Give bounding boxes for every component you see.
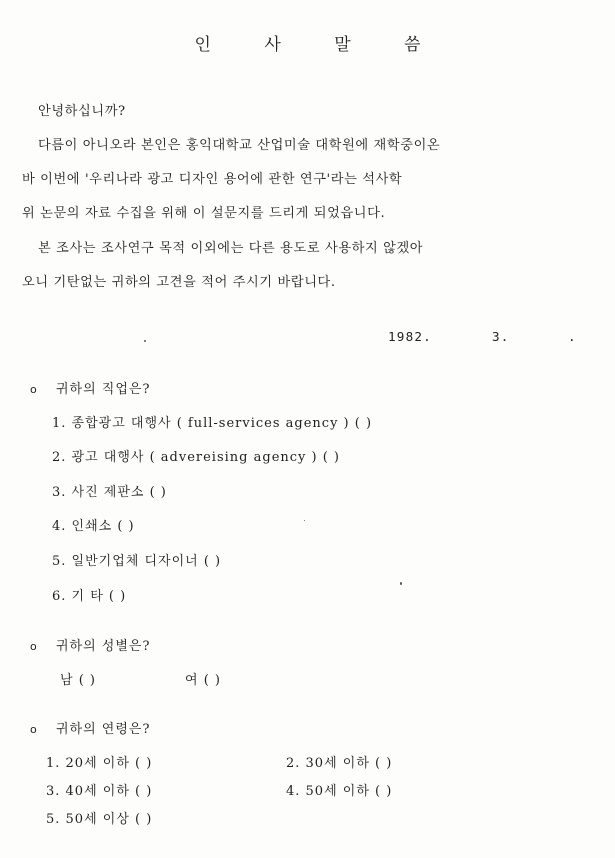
occupation-question-text: 귀하의 직업은? [56, 382, 151, 397]
occupation-option-2[interactable]: 2. 광고 대행사 ( advereising agency ) ( ) [52, 450, 341, 465]
body-line-3: 위 논문의 자료 수집을 위해 이 설문지를 드리게 되었읍니다. [22, 206, 386, 221]
body-line-4: 본 조사는 조사연구 목적 이외에는 다른 용도로 사용하지 않겠아 [38, 241, 424, 256]
age-question [30, 718, 150, 737]
age-option-2[interactable]: 2. 30세 이하 ( ) [286, 756, 393, 771]
gender-option-male[interactable]: 남 ( ) [60, 673, 96, 688]
question-bullet: o [30, 723, 38, 736]
age-option-1[interactable]: 1. 20세 이하 ( ) [46, 756, 153, 771]
question-bullet: o [30, 383, 38, 396]
occupation-option-1[interactable]: 1. 종합광고 대행사 ( full-services agency ) ( ) [52, 416, 373, 431]
gender-option-female[interactable]: 여 ( ) [185, 673, 221, 688]
occupation-option-3[interactable]: 3. 사진 제판소 ( ) [52, 485, 167, 500]
date-month: 3. [492, 329, 510, 344]
body-line-2: 바 이번에 '우리나라 광고 디자인 용어에 관한 연구'라는 석사학 [22, 172, 403, 187]
scan-speck [144, 340, 146, 342]
question-bullet: o [30, 640, 38, 653]
body-line-1: 다름이 아니오라 본인은 홍익대학교 산업미술 대학원에 재학중이온 [38, 138, 441, 153]
scan-speck [400, 582, 402, 585]
occupation-option-6[interactable]: 6. 기 타 ( ) [52, 589, 127, 604]
age-option-4[interactable]: 4. 50세 이하 ( ) [286, 784, 393, 799]
occupation-option-5[interactable]: 5. 일반기업체 디자이너 ( ) [52, 554, 222, 569]
date-year: 1982. [388, 329, 432, 344]
scan-speck [304, 520, 305, 521]
greeting: 안녕하십니까? [38, 104, 126, 119]
occupation-question [30, 378, 150, 397]
occupation-option-4[interactable]: 4. 인쇄소 ( ) [52, 519, 135, 534]
age-question-text: 귀하의 연령은? [56, 722, 151, 737]
age-option-3[interactable]: 3. 40세 이하 ( ) [46, 784, 153, 799]
date-day: . [568, 329, 577, 344]
gender-question-text: 귀하의 성별은? [56, 639, 151, 654]
gender-question [30, 635, 150, 654]
page-title: 인 사 말 씀 [194, 35, 445, 55]
age-option-5[interactable]: 5. 50세 이상 ( ) [46, 812, 153, 827]
body-line-5: 오니 기탄없는 귀하의 고견을 적어 주시기 바랍니다. [22, 275, 336, 290]
